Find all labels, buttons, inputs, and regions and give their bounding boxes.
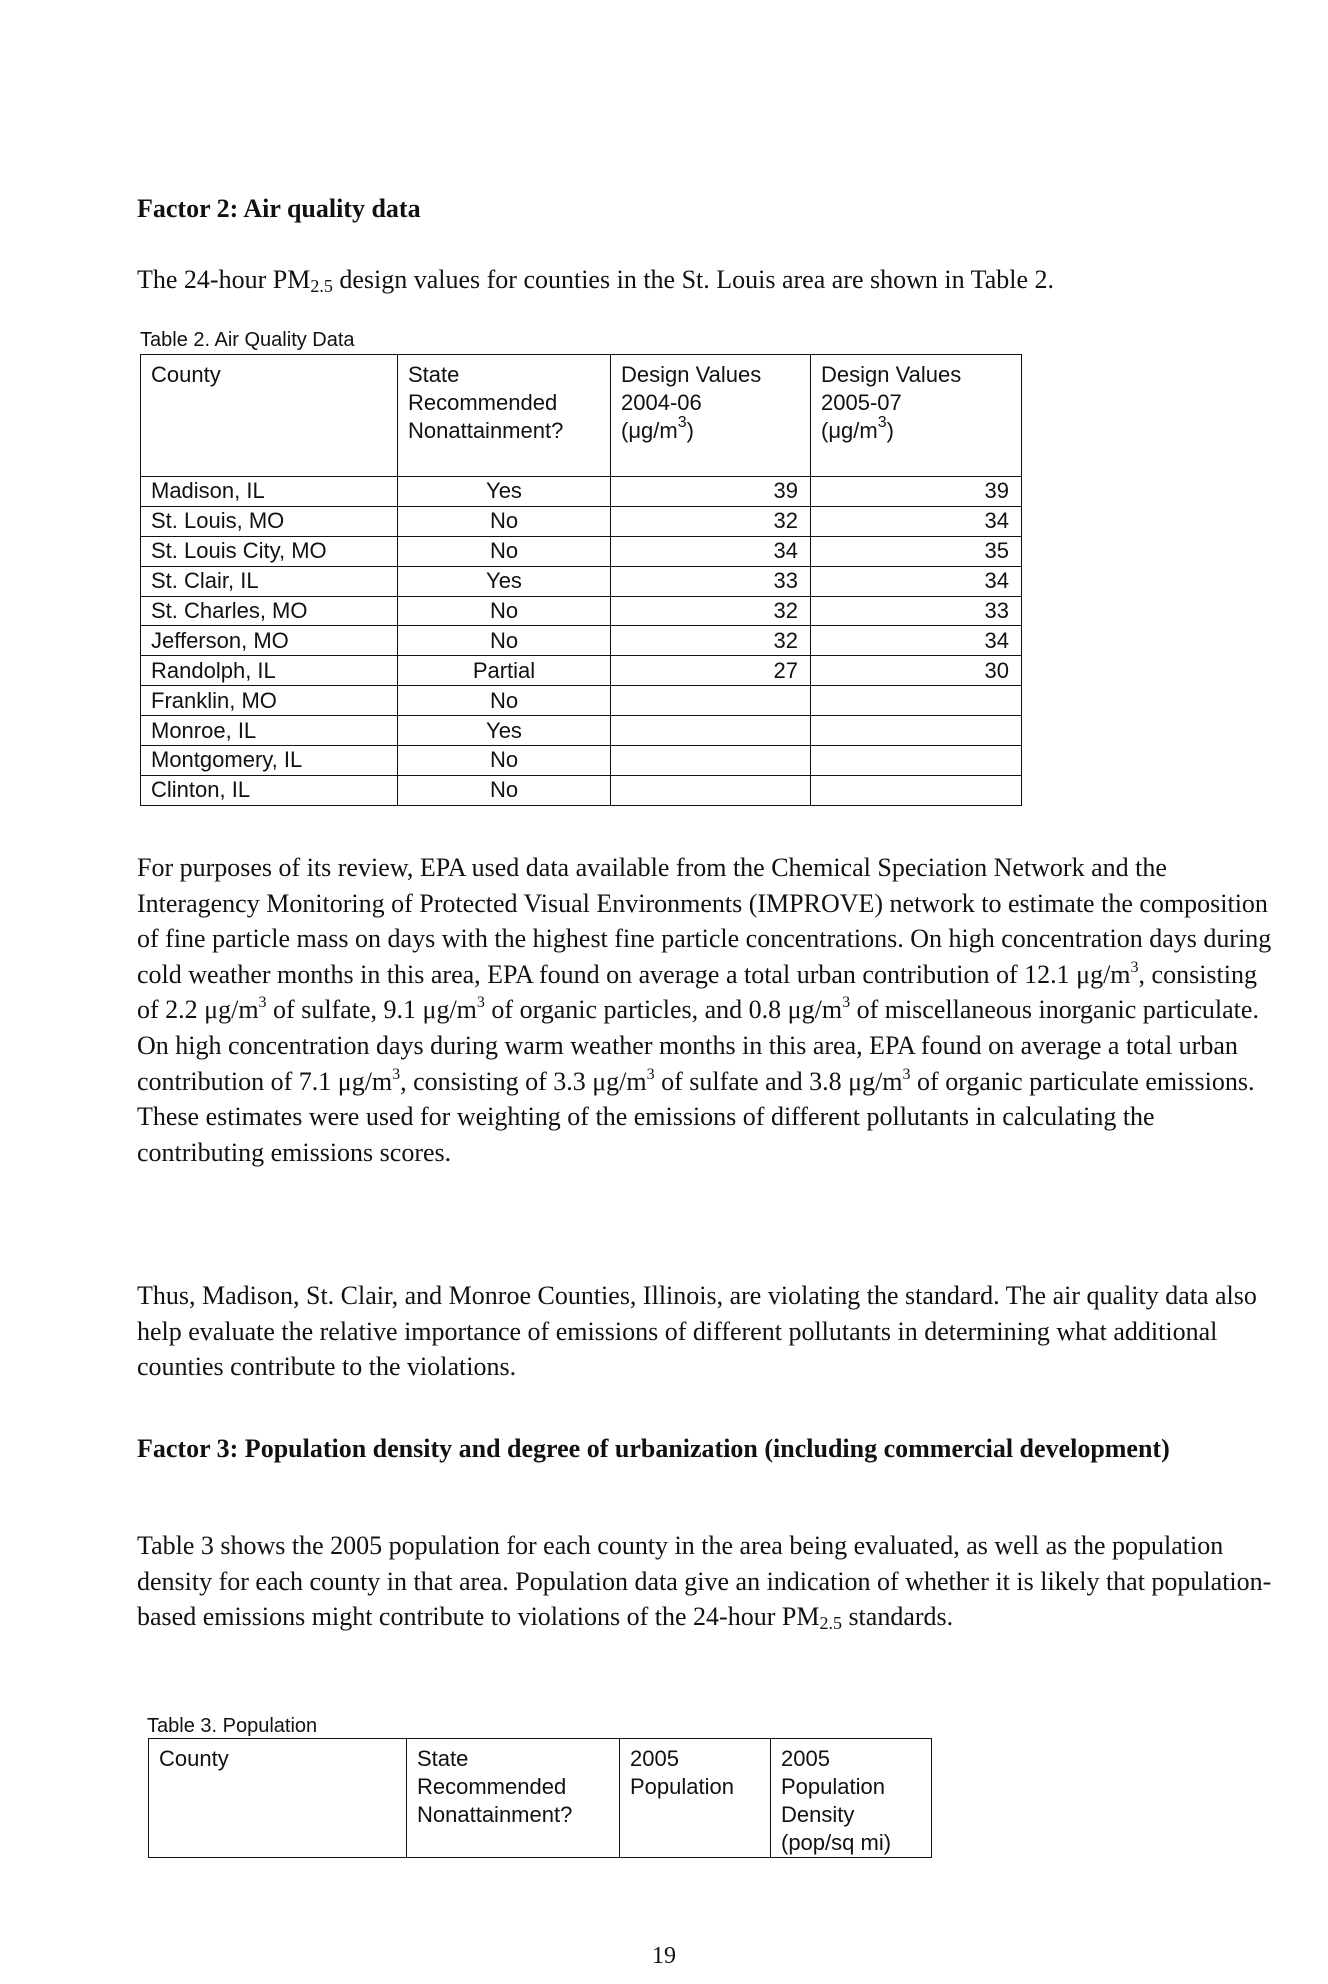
recommended-cell: No [398,506,611,536]
header-county: County [149,1739,407,1858]
header-state-recommended: State Recommended Nonattainment? [407,1739,620,1858]
recommended-cell: No [398,746,611,776]
recommended-cell: No [398,536,611,566]
table-row [141,656,1022,686]
recommended-cell: Yes [398,566,611,596]
factor2-heading: Factor 2: Air quality data [137,194,421,223]
header-state-line3: Nonattainment? [408,418,564,443]
design-value-2004-06-cell [611,775,811,805]
design-value-2004-06-cell: 32 [611,626,811,656]
recommended-cell: Yes [398,477,611,507]
table-row [141,775,1022,805]
design-value-2005-07-cell: 34 [811,566,1022,596]
recommended-cell: No [398,686,611,716]
county-cell: St. Charles, MO [141,596,398,626]
factor3-heading: Factor 3: Population density and degree of urbanization (including commercial development) [137,1434,1170,1463]
county-cell: Madison, IL [141,477,398,507]
design-value-2005-07-cell [811,686,1022,716]
design-value-2005-07-cell: 34 [811,506,1022,536]
header-state-line2: Recommended [408,390,558,415]
violation-summary-paragraph: Thus, Madison, St. Clair, and Monroe Counties, Illinois, are violating the standard. The air quality data also help evaluate the relative importance of emissions of different pollutants in determining what additional counties contribute to the violations. [137,1281,1257,1382]
recommended-cell: Yes [398,716,611,746]
table-row [141,746,1022,776]
county-cell: St. Louis, MO [141,506,398,536]
design-value-2005-07-cell [811,775,1022,805]
pm-subscript: 2.5 [819,1613,842,1634]
table-row [141,566,1022,596]
design-value-2004-06-cell: 32 [611,596,811,626]
table-row [141,536,1022,566]
header-design-values-2004-06 [611,355,811,477]
design-value-2004-06-cell [611,686,811,716]
design-value-2005-07-cell: 33 [811,596,1022,626]
header-county: County [141,355,398,477]
header-state-line1: State [408,362,460,387]
design-value-2005-07-cell: 35 [811,536,1022,566]
table-row [141,686,1022,716]
table2-caption: Table 2. Air Quality Data [140,329,355,351]
table-row [141,506,1022,536]
intro-text-start: The 24-hour PM [137,265,311,294]
population-paragraph: Table 3 shows the 2005 population for each county in the area being evaluated, as well as the population density for each county in that area. Population data give an indication of whether it is likely that population-based emissions might contribute to violations of the 24-hour $PM_{2.5}$ standards. [137,1531,1272,1634]
county-cell: St. Louis City, MO [141,536,398,566]
design-value-2005-07-cell [811,746,1022,776]
recommended-cell: No [398,596,611,626]
county-cell: Clinton, IL [141,775,398,805]
header-dv2004-unit: $(\mu g/m^3)$ [621,414,694,443]
design-value-2004-06-cell: 33 [611,566,811,596]
table2-header-row [141,355,1022,477]
design-value-2004-06-cell: 34 [611,536,811,566]
header-2005-population: 2005 Population [620,1739,771,1858]
recommended-cell: No [398,775,611,805]
county-cell: Jefferson, MO [141,626,398,656]
header-dv2005-unit: $(\mu g/m^3)$ [821,414,894,443]
header-design-values-2005-07 [811,355,1022,477]
recommended-cell: No [398,626,611,656]
table-row [141,477,1022,507]
design-value-2005-07-cell: 34 [811,626,1022,656]
county-cell: Monroe, IL [141,716,398,746]
design-value-2004-06-cell [611,746,811,776]
page-number: 19 [652,1943,676,1969]
header-dv2005-line2: 2005-07 [821,390,902,415]
table3-caption: Table 3. Population [147,1715,318,1737]
table2-body [141,477,1022,806]
table-row [141,716,1022,746]
design-value-2004-06-cell: 27 [611,656,811,686]
design-value-2005-07-cell [811,716,1022,746]
table3-header-row [149,1739,932,1858]
speciation-paragraph: For purposes of its review, EPA used data available from the Chemical Speciation Network and the Interagency Monitoring of Protected Visual Environments (IMPROVE) network to estimate the composition of fine particle mass on days with the highest fine particle concentrations. On high concentration days during cold weather months in this area, EPA found on average a total urban contribution of 12.1 $\mu g/m^3$, consisting of 2.2 $\mu g/m^3$ of sulfate, 9.1 $\mu g/m^3$ of organic particles, and 0.8 $\mu g/m^3$ of miscellaneous inorganic particulate. On high concentration days during warm weather months in this area, EPA found on average a total urban contribution of 7.1 $\mu g/m^3$, consisting of 3.3 $\mu g/m^3$ of sulfate and 3.8 $\mu g/m^3$ of organic particulate emissions. These estimates were used for weighting of the emissions of different pollutants in calculating the contributing emissions scores. [137,853,1272,1167]
header-state-recommended [398,355,611,477]
population-table [148,1738,932,1858]
design-value-2004-06-cell [611,716,811,746]
pm-subscript: 2.5 [310,276,333,296]
design-value-2005-07-cell: 30 [811,656,1022,686]
table-row [141,626,1022,656]
design-value-2004-06-cell: 39 [611,477,811,507]
air-quality-table [140,354,1022,806]
design-value-2005-07-cell: 39 [811,477,1022,507]
factor2-intro-paragraph [137,262,1277,298]
intro-text-end: design values for counties in the St. Louis area are shown in Table 2. [332,265,1055,294]
header-2005-population-density: 2005 Population Density (pop/sq mi) [771,1739,932,1858]
header-dv2005-line1: Design Values [821,362,962,387]
table-row [141,596,1022,626]
design-value-2004-06-cell: 32 [611,506,811,536]
recommended-cell: Partial [398,656,611,686]
header-dv2004-line1: Design Values [621,362,762,387]
county-cell: Franklin, MO [141,686,398,716]
county-cell: Montgomery, IL [141,746,398,776]
county-cell: Randolph, IL [141,656,398,686]
header-dv2004-line2: 2004-06 [621,390,702,415]
county-cell: St. Clair, IL [141,566,398,596]
